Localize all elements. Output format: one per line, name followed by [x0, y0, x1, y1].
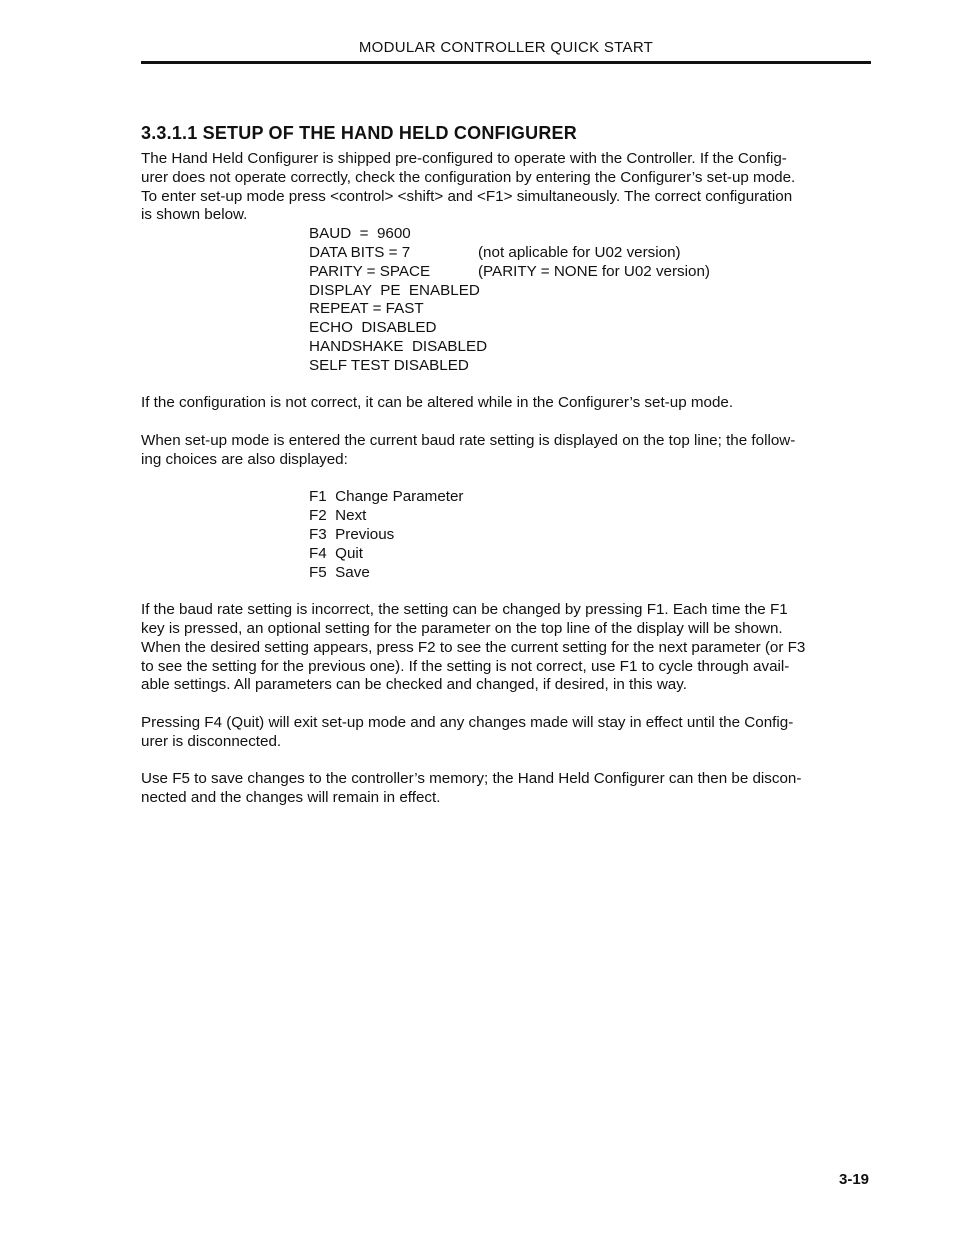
config-setting: REPEAT = FAST	[309, 300, 424, 318]
not-correct-paragraph	[141, 394, 871, 413]
text-line: If the baud rate setting is incorrect, the setting can be changed by pressing F1. Each time the F1	[141, 601, 788, 619]
config-setting: BAUD = 9600	[309, 225, 411, 243]
config-setting-row	[309, 263, 871, 282]
text-line: To enter set-up mode press <control> <shift> and <F1> simultaneously. The correct configuration	[141, 187, 793, 205]
config-setting: DISPLAY PE ENABLED	[309, 281, 480, 299]
config-setting: PARITY = SPACE	[309, 262, 431, 280]
text-line: nected and the changes will remain in effect.	[141, 789, 441, 807]
setup-mode-paragraph	[141, 432, 871, 470]
text-line: ing choices are also displayed:	[141, 450, 348, 468]
text-line: If the configuration is not correct, it can be altered while in the Configurer’s set-up mode.	[141, 394, 734, 412]
pressing-f4-paragraph	[141, 714, 871, 752]
config-settings-list	[141, 225, 871, 375]
text-line: to see the setting for the previous one). If the setting is not correct, use F1 to cycle through avail-	[141, 657, 790, 675]
function-key-item: F3 Previous	[309, 525, 395, 543]
text-line: key is pressed, an optional setting for the parameter on the top line of the display will be shown.	[141, 619, 783, 637]
text-line: When set-up mode is entered the current baud rate setting is displayed on the top line; the follow-	[141, 431, 796, 449]
paragraph-gap	[141, 582, 871, 601]
config-setting-row	[309, 300, 871, 319]
header-rule	[141, 61, 871, 64]
function-key-item: F2 Next	[309, 507, 367, 525]
config-note: (not aplicable for U02 version)	[478, 243, 681, 261]
text-line: is shown below.	[141, 206, 248, 224]
text-line: Pressing F4 (Quit) will exit set-up mode and any changes made will stay in effect until the Config-	[141, 713, 794, 731]
config-setting-row	[309, 319, 871, 338]
config-note: (PARITY = NONE for U02 version)	[478, 262, 710, 280]
function-key-item: F4 Quit	[309, 544, 364, 562]
config-setting: SELF TEST DISABLED	[309, 356, 469, 374]
text-line: When the desired setting appears, press F2 to see the current setting for the next parameter (or F3	[141, 638, 806, 656]
config-setting-row	[309, 357, 871, 376]
baud-incorrect-paragraph	[141, 601, 871, 695]
paragraph-gap	[141, 413, 871, 432]
page-number: 3-19	[839, 1171, 870, 1188]
text-line: able settings. All parameters can be checked and changed, if desired, in this way.	[141, 676, 687, 694]
text-line: Use F5 to save changes to the controller’s memory; the Hand Held Configurer can then be discon-	[141, 770, 802, 788]
function-key-list	[141, 488, 871, 582]
text-line: urer does not operate correctly, check the configuration by entering the Configurer’s set-up mode.	[141, 168, 796, 186]
text-line: The Hand Held Configurer is shipped pre-configured to operate with the Controller. If the Config-	[141, 150, 787, 167]
config-setting-row	[309, 225, 871, 244]
function-key-item: F5 Save	[309, 563, 370, 581]
text-line: urer is disconnected.	[141, 732, 282, 750]
config-setting: DATA BITS = 7	[309, 243, 411, 261]
config-setting-row	[309, 338, 871, 357]
paragraph-gap	[141, 470, 871, 489]
paragraph-gap	[141, 695, 871, 714]
paragraph-gap	[141, 752, 871, 771]
config-setting-row	[309, 244, 871, 263]
config-setting: HANDSHAKE DISABLED	[309, 337, 488, 355]
intro-paragraph	[141, 150, 871, 225]
paragraph-gap	[141, 376, 871, 395]
config-setting-row	[309, 282, 871, 301]
config-setting: ECHO DISABLED	[309, 319, 437, 337]
function-key-item: F1 Change Parameter	[309, 488, 464, 506]
use-f5-paragraph	[141, 770, 871, 808]
section-title: 3.3.1.1 SETUP OF THE HAND HELD CONFIGURER	[141, 123, 577, 143]
page-header: MODULAR CONTROLLER QUICK START	[358, 39, 654, 56]
page-body	[141, 150, 871, 808]
